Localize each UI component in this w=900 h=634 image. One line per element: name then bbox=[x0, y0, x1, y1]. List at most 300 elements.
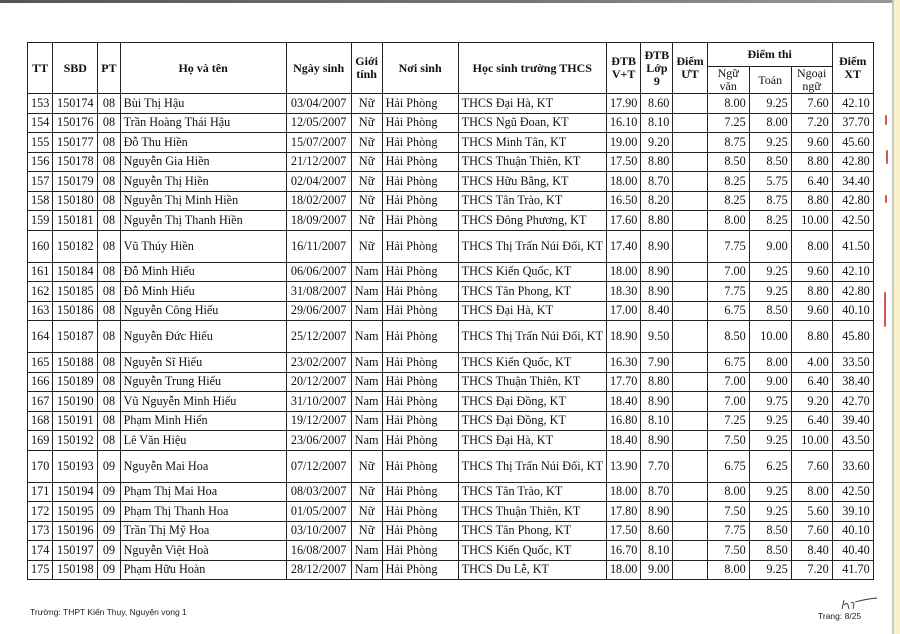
cell-dtb-lop9: 8.60 bbox=[641, 94, 673, 114]
cell-gender: Nam bbox=[351, 392, 382, 412]
cell-diem-xt: 41.50 bbox=[832, 230, 873, 262]
cell-diem-xt: 40.10 bbox=[832, 301, 873, 321]
cell-school: THCS Đại Đồng, KT bbox=[458, 411, 606, 431]
cell-name: Phạm Hữu Hoàn bbox=[120, 560, 286, 580]
cell-toan: 9.00 bbox=[749, 372, 791, 392]
cell-diem-ut bbox=[673, 411, 707, 431]
cell-ngu-van: 7.00 bbox=[707, 262, 749, 282]
cell-tt: 170 bbox=[28, 450, 53, 482]
cell-toan: 9.25 bbox=[749, 94, 791, 114]
cell-birthplace: Hải Phòng bbox=[382, 211, 458, 231]
cell-gender: Nữ bbox=[351, 191, 382, 211]
cell-birthplace: Hải Phòng bbox=[382, 482, 458, 502]
cell-school: THCS Đại Đồng, KT bbox=[458, 392, 606, 412]
cell-dtb-lop9: 8.10 bbox=[641, 411, 673, 431]
cell-dtb-vt: 16.10 bbox=[606, 113, 640, 133]
cell-dob: 18/09/2007 bbox=[286, 211, 351, 231]
cell-sbd: 150187 bbox=[53, 321, 98, 353]
cell-diem-xt: 33.60 bbox=[832, 450, 873, 482]
cell-name: Bùi Thị Hậu bbox=[120, 94, 286, 114]
cell-dob: 21/12/2007 bbox=[286, 152, 351, 172]
cell-dtb-vt: 18.40 bbox=[606, 392, 640, 412]
cell-toan: 9.25 bbox=[749, 282, 791, 302]
cell-school: THCS Thuận Thiên, KT bbox=[458, 152, 606, 172]
cell-sbd: 150180 bbox=[53, 191, 98, 211]
cell-name: Phạm Thị Thanh Hoa bbox=[120, 502, 286, 522]
cell-dtb-vt: 13.90 bbox=[606, 450, 640, 482]
cell-dtb-vt: 17.40 bbox=[606, 230, 640, 262]
cell-school: THCS Kiến Quốc, KT bbox=[458, 541, 606, 561]
cell-birthplace: Hải Phòng bbox=[382, 282, 458, 302]
table-row bbox=[28, 282, 874, 302]
cell-dtb-vt: 16.30 bbox=[606, 353, 640, 373]
cell-dob: 02/04/2007 bbox=[286, 172, 351, 192]
cell-pt: 09 bbox=[98, 482, 120, 502]
cell-ngu-van: 7.75 bbox=[707, 282, 749, 302]
cell-sbd: 150181 bbox=[53, 211, 98, 231]
cell-school: THCS Thuận Thiên, KT bbox=[458, 372, 606, 392]
cell-dtb-vt: 16.50 bbox=[606, 191, 640, 211]
cell-dtb-vt: 17.50 bbox=[606, 521, 640, 541]
cell-school: THCS Hữu Bằng, KT bbox=[458, 172, 606, 192]
cell-diem-xt: 42.10 bbox=[832, 262, 873, 282]
cell-ngu-van: 8.25 bbox=[707, 191, 749, 211]
cell-toan: 9.25 bbox=[749, 262, 791, 282]
cell-toan: 9.25 bbox=[749, 431, 791, 451]
cell-gender: Nam bbox=[351, 541, 382, 561]
red-margin-mark bbox=[886, 150, 888, 164]
scan-top-edge bbox=[0, 0, 900, 3]
table-row bbox=[28, 560, 874, 580]
cell-tt: 160 bbox=[28, 230, 53, 262]
table-row bbox=[28, 172, 874, 192]
cell-dob: 23/06/2007 bbox=[286, 431, 351, 451]
col-header-name: Họ và tên bbox=[120, 43, 286, 94]
cell-dob: 23/02/2007 bbox=[286, 353, 351, 373]
cell-dtb-vt: 17.90 bbox=[606, 94, 640, 114]
cell-tt: 173 bbox=[28, 521, 53, 541]
table-row bbox=[28, 521, 874, 541]
cell-tt: 174 bbox=[28, 541, 53, 561]
cell-ngoai-ngu: 8.80 bbox=[791, 321, 832, 353]
cell-gender: Nữ bbox=[351, 152, 382, 172]
table-row bbox=[28, 94, 874, 114]
cell-name: Nguyễn Thị Minh Hiền bbox=[120, 191, 286, 211]
cell-toan: 8.50 bbox=[749, 541, 791, 561]
cell-gender: Nam bbox=[351, 560, 382, 580]
cell-sbd: 150192 bbox=[53, 431, 98, 451]
cell-pt: 08 bbox=[98, 94, 120, 114]
col-header-gender: Giới tính bbox=[351, 43, 382, 94]
col-header-dtb-vt: ĐTB V+T bbox=[606, 43, 640, 94]
cell-toan: 8.00 bbox=[749, 113, 791, 133]
cell-dob: 03/10/2007 bbox=[286, 521, 351, 541]
cell-diem-xt: 42.50 bbox=[832, 482, 873, 502]
cell-birthplace: Hải Phòng bbox=[382, 411, 458, 431]
cell-name: Nguyễn Đức Hiếu bbox=[120, 321, 286, 353]
cell-pt: 09 bbox=[98, 521, 120, 541]
cell-ngu-van: 7.75 bbox=[707, 521, 749, 541]
cell-pt: 08 bbox=[98, 301, 120, 321]
cell-sbd: 150185 bbox=[53, 282, 98, 302]
cell-diem-ut bbox=[673, 133, 707, 153]
cell-pt: 08 bbox=[98, 262, 120, 282]
cell-gender: Nữ bbox=[351, 521, 382, 541]
cell-gender: Nữ bbox=[351, 94, 382, 114]
cell-gender: Nữ bbox=[351, 482, 382, 502]
cell-dtb-lop9: 8.90 bbox=[641, 392, 673, 412]
cell-dtb-vt: 19.00 bbox=[606, 133, 640, 153]
table-row bbox=[28, 191, 874, 211]
cell-dtb-lop9: 8.90 bbox=[641, 282, 673, 302]
cell-pt: 08 bbox=[98, 411, 120, 431]
cell-ngu-van: 8.00 bbox=[707, 94, 749, 114]
cell-dtb-vt: 18.00 bbox=[606, 262, 640, 282]
table-row bbox=[28, 230, 874, 262]
cell-toan: 5.75 bbox=[749, 172, 791, 192]
cell-school: THCS Tân Phong, KT bbox=[458, 521, 606, 541]
cell-diem-xt: 38.40 bbox=[832, 372, 873, 392]
cell-gender: Nam bbox=[351, 353, 382, 373]
cell-dtb-lop9: 8.90 bbox=[641, 431, 673, 451]
cell-name: Nguyễn Sĩ Hiếu bbox=[120, 353, 286, 373]
cell-school: THCS Thị Trấn Núi Đối, KT bbox=[458, 450, 606, 482]
cell-diem-ut bbox=[673, 152, 707, 172]
cell-sbd: 150179 bbox=[53, 172, 98, 192]
cell-pt: 09 bbox=[98, 541, 120, 561]
cell-school: THCS Minh Tân, KT bbox=[458, 133, 606, 153]
cell-dtb-vt: 17.00 bbox=[606, 301, 640, 321]
cell-ngoai-ngu: 8.40 bbox=[791, 541, 832, 561]
cell-birthplace: Hải Phòng bbox=[382, 262, 458, 282]
cell-sbd: 150186 bbox=[53, 301, 98, 321]
cell-dtb-vt: 18.30 bbox=[606, 282, 640, 302]
cell-ngu-van: 8.00 bbox=[707, 482, 749, 502]
cell-gender: Nữ bbox=[351, 230, 382, 262]
cell-ngu-van: 7.50 bbox=[707, 431, 749, 451]
col-header-diem-xt: Điểm XT bbox=[832, 43, 873, 94]
cell-tt: 166 bbox=[28, 372, 53, 392]
cell-name: Nguyễn Thị Thanh Hiền bbox=[120, 211, 286, 231]
cell-toan: 9.25 bbox=[749, 482, 791, 502]
cell-pt: 08 bbox=[98, 133, 120, 153]
cell-dtb-lop9: 8.20 bbox=[641, 191, 673, 211]
table-row bbox=[28, 502, 874, 522]
col-header-school: Học sinh trường THCS bbox=[458, 43, 606, 94]
cell-pt: 08 bbox=[98, 172, 120, 192]
cell-tt: 163 bbox=[28, 301, 53, 321]
cell-dob: 07/12/2007 bbox=[286, 450, 351, 482]
cell-birthplace: Hải Phòng bbox=[382, 541, 458, 561]
cell-diem-ut bbox=[673, 353, 707, 373]
cell-dtb-lop9: 9.50 bbox=[641, 321, 673, 353]
cell-diem-ut bbox=[673, 230, 707, 262]
cell-dtb-vt: 18.90 bbox=[606, 321, 640, 353]
cell-diem-ut bbox=[673, 113, 707, 133]
cell-diem-ut bbox=[673, 172, 707, 192]
cell-birthplace: Hải Phòng bbox=[382, 133, 458, 153]
red-margin-mark bbox=[885, 115, 887, 125]
cell-ngoai-ngu: 7.20 bbox=[791, 113, 832, 133]
cell-sbd: 150190 bbox=[53, 392, 98, 412]
cell-school: THCS Tân Trào, KT bbox=[458, 191, 606, 211]
cell-dob: 29/06/2007 bbox=[286, 301, 351, 321]
cell-ngoai-ngu: 8.80 bbox=[791, 191, 832, 211]
cell-school: THCS Du Lễ, KT bbox=[458, 560, 606, 580]
cell-toan: 9.75 bbox=[749, 392, 791, 412]
cell-school: THCS Ngũ Đoan, KT bbox=[458, 113, 606, 133]
red-margin-mark bbox=[884, 292, 886, 327]
cell-ngoai-ngu: 6.40 bbox=[791, 172, 832, 192]
cell-diem-xt: 39.10 bbox=[832, 502, 873, 522]
cell-ngu-van: 6.75 bbox=[707, 450, 749, 482]
cell-diem-xt: 41.70 bbox=[832, 560, 873, 580]
cell-dtb-vt: 16.70 bbox=[606, 541, 640, 561]
cell-dtb-vt: 17.50 bbox=[606, 152, 640, 172]
cell-sbd: 150189 bbox=[53, 372, 98, 392]
cell-name: Nguyễn Việt Hoà bbox=[120, 541, 286, 561]
cell-pt: 08 bbox=[98, 392, 120, 412]
cell-gender: Nam bbox=[351, 431, 382, 451]
cell-tt: 155 bbox=[28, 133, 53, 153]
cell-tt: 169 bbox=[28, 431, 53, 451]
cell-diem-xt: 42.50 bbox=[832, 211, 873, 231]
cell-dob: 03/04/2007 bbox=[286, 94, 351, 114]
cell-diem-ut bbox=[673, 560, 707, 580]
cell-tt: 162 bbox=[28, 282, 53, 302]
cell-birthplace: Hải Phòng bbox=[382, 521, 458, 541]
cell-dtb-vt: 17.80 bbox=[606, 502, 640, 522]
cell-dob: 08/03/2007 bbox=[286, 482, 351, 502]
cell-sbd: 150198 bbox=[53, 560, 98, 580]
col-header-diem-thi: Điểm thi bbox=[707, 43, 832, 67]
cell-dtb-vt: 18.00 bbox=[606, 172, 640, 192]
cell-dtb-lop9: 8.10 bbox=[641, 113, 673, 133]
cell-diem-ut bbox=[673, 262, 707, 282]
cell-toan: 8.25 bbox=[749, 211, 791, 231]
table-body bbox=[28, 94, 874, 580]
table-row bbox=[28, 372, 874, 392]
col-header-toan: Toán bbox=[749, 67, 791, 94]
cell-diem-xt: 34.40 bbox=[832, 172, 873, 192]
cell-dob: 31/10/2007 bbox=[286, 392, 351, 412]
cell-gender: Nữ bbox=[351, 133, 382, 153]
cell-birthplace: Hải Phòng bbox=[382, 392, 458, 412]
cell-birthplace: Hải Phòng bbox=[382, 230, 458, 262]
cell-diem-ut bbox=[673, 431, 707, 451]
cell-dtb-vt: 17.70 bbox=[606, 372, 640, 392]
cell-diem-xt: 45.80 bbox=[832, 321, 873, 353]
cell-diem-xt: 33.50 bbox=[832, 353, 873, 373]
cell-diem-ut bbox=[673, 541, 707, 561]
cell-ngu-van: 7.50 bbox=[707, 502, 749, 522]
cell-dtb-lop9: 8.40 bbox=[641, 301, 673, 321]
cell-name: Trần Hoàng Thái Hậu bbox=[120, 113, 286, 133]
cell-diem-ut bbox=[673, 372, 707, 392]
cell-toan: 9.25 bbox=[749, 133, 791, 153]
cell-dob: 16/11/2007 bbox=[286, 230, 351, 262]
cell-tt: 172 bbox=[28, 502, 53, 522]
cell-pt: 08 bbox=[98, 282, 120, 302]
cell-ngoai-ngu: 8.80 bbox=[791, 152, 832, 172]
cell-name: Đỗ Thu Hiền bbox=[120, 133, 286, 153]
cell-diem-xt: 43.50 bbox=[832, 431, 873, 451]
cell-pt: 08 bbox=[98, 191, 120, 211]
cell-name: Trần Thị Mỹ Hoa bbox=[120, 521, 286, 541]
cell-sbd: 150195 bbox=[53, 502, 98, 522]
cell-school: THCS Thuận Thiên, KT bbox=[458, 502, 606, 522]
table-row bbox=[28, 321, 874, 353]
cell-ngoai-ngu: 6.40 bbox=[791, 372, 832, 392]
cell-diem-xt: 42.80 bbox=[832, 282, 873, 302]
cell-ngoai-ngu: 6.40 bbox=[791, 411, 832, 431]
cell-name: Đỗ Minh Hiếu bbox=[120, 262, 286, 282]
cell-toan: 9.00 bbox=[749, 230, 791, 262]
cell-school: THCS Thị Trấn Núi Đối, KT bbox=[458, 321, 606, 353]
cell-ngoai-ngu: 7.60 bbox=[791, 450, 832, 482]
table-row bbox=[28, 482, 874, 502]
cell-toan: 8.50 bbox=[749, 521, 791, 541]
cell-birthplace: Hải Phòng bbox=[382, 191, 458, 211]
cell-name: Lê Văn Hiệu bbox=[120, 431, 286, 451]
cell-school: THCS Kiến Quốc, KT bbox=[458, 353, 606, 373]
cell-sbd: 150174 bbox=[53, 94, 98, 114]
cell-dtb-vt: 16.80 bbox=[606, 411, 640, 431]
cell-name: Nguyễn Công Hiếu bbox=[120, 301, 286, 321]
cell-diem-ut bbox=[673, 482, 707, 502]
cell-school: THCS Kiến Quốc, KT bbox=[458, 262, 606, 282]
cell-name: Nguyễn Thị Hiền bbox=[120, 172, 286, 192]
cell-ngoai-ngu: 9.60 bbox=[791, 262, 832, 282]
cell-dob: 16/08/2007 bbox=[286, 541, 351, 561]
cell-toan: 8.50 bbox=[749, 152, 791, 172]
cell-ngoai-ngu: 10.00 bbox=[791, 431, 832, 451]
cell-diem-xt: 39.40 bbox=[832, 411, 873, 431]
cell-diem-xt: 37.70 bbox=[832, 113, 873, 133]
cell-ngu-van: 7.00 bbox=[707, 392, 749, 412]
cell-name: Đỗ Minh Hiếu bbox=[120, 282, 286, 302]
cell-pt: 08 bbox=[98, 230, 120, 262]
school-note: Trường: THPT Kiến Thụy, Nguyện vọng 1 bbox=[30, 607, 187, 617]
cell-dtb-lop9: 8.80 bbox=[641, 372, 673, 392]
cell-pt: 09 bbox=[98, 502, 120, 522]
table-row bbox=[28, 541, 874, 561]
cell-dtb-lop9: 8.70 bbox=[641, 482, 673, 502]
cell-name: Nguyễn Trung Hiếu bbox=[120, 372, 286, 392]
cell-dtb-lop9: 8.70 bbox=[641, 172, 673, 192]
cell-diem-ut bbox=[673, 301, 707, 321]
cell-pt: 08 bbox=[98, 372, 120, 392]
cell-ngoai-ngu: 7.60 bbox=[791, 94, 832, 114]
table-row bbox=[28, 133, 874, 153]
cell-dob: 19/12/2007 bbox=[286, 411, 351, 431]
cell-school: THCS Tân Phong, KT bbox=[458, 282, 606, 302]
cell-dtb-lop9: 9.20 bbox=[641, 133, 673, 153]
cell-diem-ut bbox=[673, 191, 707, 211]
table-row bbox=[28, 152, 874, 172]
cell-ngu-van: 8.75 bbox=[707, 133, 749, 153]
cell-ngoai-ngu: 5.60 bbox=[791, 502, 832, 522]
cell-birthplace: Hải Phòng bbox=[382, 450, 458, 482]
cell-dob: 01/05/2007 bbox=[286, 502, 351, 522]
cell-diem-ut bbox=[673, 521, 707, 541]
cell-dtb-vt: 18.00 bbox=[606, 482, 640, 502]
col-header-pt: PT bbox=[98, 43, 120, 94]
cell-pt: 08 bbox=[98, 353, 120, 373]
cell-diem-ut bbox=[673, 282, 707, 302]
scan-right-edge bbox=[892, 0, 900, 634]
cell-sbd: 150177 bbox=[53, 133, 98, 153]
cell-ngoai-ngu: 9.60 bbox=[791, 133, 832, 153]
col-header-birthplace: Nơi sinh bbox=[382, 43, 458, 94]
cell-tt: 165 bbox=[28, 353, 53, 373]
cell-gender: Nữ bbox=[351, 172, 382, 192]
cell-pt: 08 bbox=[98, 431, 120, 451]
cell-dob: 31/08/2007 bbox=[286, 282, 351, 302]
cell-toan: 9.25 bbox=[749, 502, 791, 522]
cell-dtb-vt: 18.40 bbox=[606, 431, 640, 451]
red-margin-mark bbox=[885, 195, 887, 203]
cell-sbd: 150194 bbox=[53, 482, 98, 502]
cell-dtb-lop9: 9.00 bbox=[641, 560, 673, 580]
cell-pt: 09 bbox=[98, 560, 120, 580]
cell-ngoai-ngu: 9.20 bbox=[791, 392, 832, 412]
cell-dob: 06/06/2007 bbox=[286, 262, 351, 282]
cell-dtb-lop9: 8.60 bbox=[641, 521, 673, 541]
cell-school: THCS Đại Hà, KT bbox=[458, 94, 606, 114]
cell-pt: 08 bbox=[98, 321, 120, 353]
cell-pt: 08 bbox=[98, 113, 120, 133]
cell-ngoai-ngu: 8.00 bbox=[791, 482, 832, 502]
cell-gender: Nam bbox=[351, 372, 382, 392]
col-header-dob: Ngày sinh bbox=[286, 43, 351, 94]
cell-name: Phạm Minh Hiển bbox=[120, 411, 286, 431]
cell-school: THCS Đại Hà, KT bbox=[458, 431, 606, 451]
cell-birthplace: Hải Phòng bbox=[382, 372, 458, 392]
cell-diem-xt: 42.10 bbox=[832, 94, 873, 114]
cell-tt: 167 bbox=[28, 392, 53, 412]
cell-dtb-lop9: 8.10 bbox=[641, 541, 673, 561]
col-header-dtb-lop9: ĐTB Lớp 9 bbox=[641, 43, 673, 94]
cell-diem-xt: 42.80 bbox=[832, 191, 873, 211]
cell-diem-ut bbox=[673, 392, 707, 412]
cell-tt: 171 bbox=[28, 482, 53, 502]
cell-diem-xt: 42.80 bbox=[832, 152, 873, 172]
cell-name: Vũ Thúy Hiền bbox=[120, 230, 286, 262]
cell-ngu-van: 6.75 bbox=[707, 301, 749, 321]
cell-ngu-van: 8.50 bbox=[707, 152, 749, 172]
cell-school: THCS Thị Trấn Núi Đối, KT bbox=[458, 230, 606, 262]
cell-ngoai-ngu: 8.80 bbox=[791, 282, 832, 302]
cell-sbd: 150197 bbox=[53, 541, 98, 561]
col-header-tt: TT bbox=[28, 43, 53, 94]
cell-gender: Nam bbox=[351, 262, 382, 282]
cell-pt: 08 bbox=[98, 211, 120, 231]
cell-diem-ut bbox=[673, 321, 707, 353]
cell-gender: Nam bbox=[351, 321, 382, 353]
cell-birthplace: Hải Phòng bbox=[382, 94, 458, 114]
cell-tt: 158 bbox=[28, 191, 53, 211]
cell-ngu-van: 7.50 bbox=[707, 541, 749, 561]
cell-ngoai-ngu: 8.00 bbox=[791, 230, 832, 262]
table-header bbox=[28, 43, 874, 94]
cell-dob: 20/12/2007 bbox=[286, 372, 351, 392]
cell-pt: 09 bbox=[98, 450, 120, 482]
cell-gender: Nữ bbox=[351, 113, 382, 133]
cell-diem-xt: 42.70 bbox=[832, 392, 873, 412]
cell-birthplace: Hải Phòng bbox=[382, 353, 458, 373]
cell-diem-ut bbox=[673, 502, 707, 522]
